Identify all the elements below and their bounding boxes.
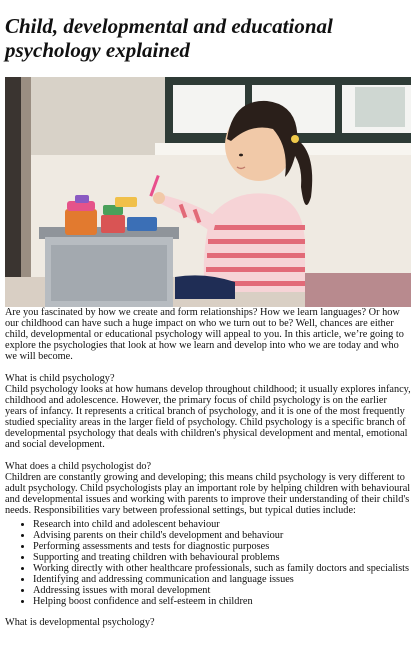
section-child-psychology (5, 373, 411, 450)
list-item: • Research into child and adolescent behaviour (33, 519, 411, 530)
intro-paragraph: Are you fascinated by how we create and form relationships? How we learn languages? Or how our childhood can have such a huge impact on who we turn out to be? Well, chances are either child, developmental or educational psychology will appeal to you. In this article, we’re going to explore the psychologies that look at how we learn and develop into who we are today and who we will become. (5, 307, 404, 362)
section-developmental-psychology (5, 617, 411, 628)
list-item: • Helping boost confidence and self-esteem in children (33, 596, 411, 607)
duties-list (5, 519, 411, 607)
section-heading: What is child psychology? (5, 373, 115, 384)
section-child-psychologist (5, 461, 411, 607)
section-body: Children are constantly growing and developing; this means child psychology is very different to adult psychology. Child psychologists play an important role by helping children with behavioural and developmental issues and working with parents to improve their understanding of their child's needs. Responsibilities vary between professional settings, but typical duties include: (5, 472, 411, 516)
list-item: • Identifying and addressing communication and language issues (33, 574, 411, 585)
article-body (5, 307, 411, 628)
section-heading: What is developmental psychology? (5, 617, 155, 628)
list-item: • Performing assessments and tests for diagnostic purposes (33, 541, 411, 552)
section-body: Child psychology looks at how humans develop throughout childhood; it usually explores infancy, childhood and adolescence. However, the primary focus of child psychology is on the earlier years of infancy. It represents a critical branch of psychology, and it is one of the most frequently studied speciality areas in the larger field of psychology. Child psychology is a specific branch of developmental psychology that deals with children's physical development and mental, emotional and social development. (5, 384, 411, 450)
article (0, 14, 416, 628)
hero-image (5, 77, 411, 307)
list-item: • Addressing issues with moral development (33, 585, 411, 596)
list-item: • Supporting and treating children with behavioural problems (33, 552, 411, 563)
page-title: Child, developmental and educational psychology explained (5, 14, 333, 62)
list-item: • Working directly with other healthcare professionals, such as family doctors and specialists (33, 563, 411, 574)
list-item: • Advising parents on their child's development and behaviour (33, 530, 411, 541)
section-heading: What does a child psychologist do? (5, 461, 152, 472)
